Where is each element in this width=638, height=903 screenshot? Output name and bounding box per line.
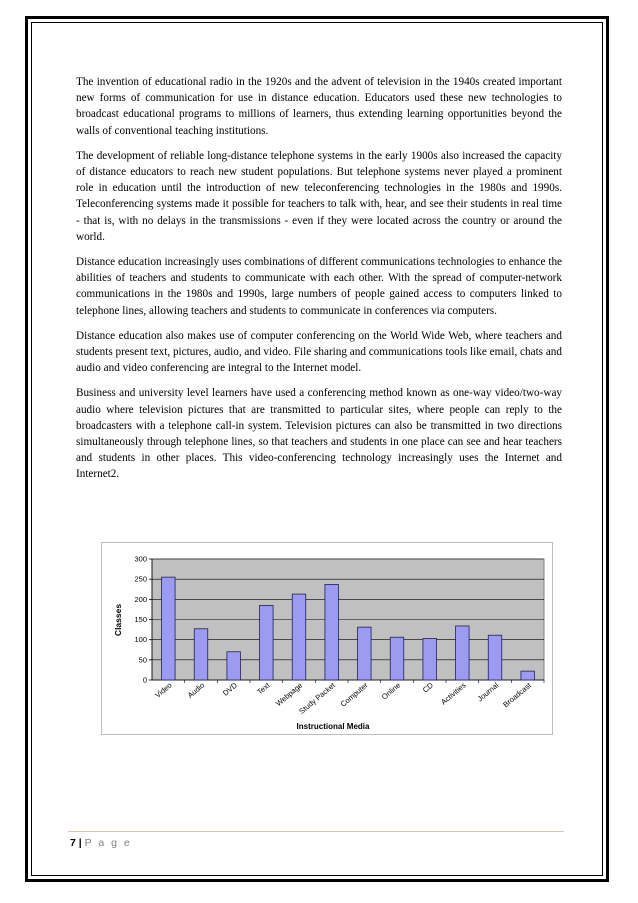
footer-separator: |	[78, 837, 82, 849]
footer-divider	[68, 831, 564, 832]
paragraph: The invention of educational radio in the 1920s and the advent of television in the 1940s created important new forms of communication for use in distance education. Educators used these new technologies to broadcast educational programs to millions of learners, thus extending learning opportunities beyond the walls of conventional teaching institutions.	[76, 76, 562, 137]
y-tick-label: 0	[142, 675, 147, 685]
y-tick-label: 100	[134, 635, 147, 645]
bar	[227, 652, 241, 680]
x-tick-label: Computer	[338, 680, 370, 709]
page-label: P a g e	[84, 837, 132, 849]
x-tick-label: Audio	[185, 680, 207, 700]
body-text	[76, 74, 562, 492]
bar	[292, 594, 306, 680]
x-tick-label: CD	[420, 680, 435, 695]
x-tick-label: Video	[153, 680, 174, 700]
y-tick-label: 300	[134, 554, 147, 564]
bar	[488, 635, 502, 680]
y-tick-label: 150	[134, 615, 147, 624]
bar	[325, 584, 339, 680]
x-tick-label: Broadcast	[501, 680, 533, 710]
x-tick-label: Journal	[475, 680, 501, 704]
bar	[456, 626, 470, 680]
bar	[358, 627, 372, 680]
page-footer	[70, 837, 132, 849]
y-tick-label: 200	[134, 594, 147, 604]
paragraph: Distance education increasingly uses combinations of different communications technologies to enhance the abilities of teachers and students to communicate with each other. With the spread of computer-network communications in the 1980s and 1990s, large numbers of people gained access to computers linked to telephone lines, allowing teachers and students to communicate in conferences via computers.	[76, 256, 562, 317]
bar	[194, 629, 208, 680]
bar	[162, 577, 176, 680]
paragraph: Business and university level learners have used a conferencing method known as one-way video/two-way audio where television pictures that are transmitted to particular sites, where people can reply to the broadcasters with a telephone call-in system. Television pictures can also be transmitted in two directions simultaneously through telephone lines, so that teachers and students in one place can see and hear teachers and students in other places. This video-conferencing technology increasingly uses the Internet and Internet2.	[76, 387, 562, 481]
bar	[390, 637, 404, 680]
y-axis-label: Classes	[113, 603, 123, 637]
x-tick-label: DVD	[221, 680, 239, 698]
chart-container	[101, 542, 553, 735]
page-number: 7	[70, 837, 76, 849]
bar-chart	[102, 543, 552, 734]
paragraph: Distance education also makes use of computer conferencing on the World Wide Web, where teachers and students present text, pictures, audio, and video. File sharing and communications tools like email, chats and audio and video conferencing are integral to the Internet model.	[76, 329, 562, 375]
y-tick-label: 250	[134, 574, 147, 584]
x-tick-label: Activities	[439, 680, 468, 707]
x-tick-label: Text	[255, 680, 272, 697]
x-tick-label: Webpage	[273, 680, 305, 709]
bar	[521, 671, 535, 680]
x-tick-label: Online	[379, 680, 403, 702]
x-axis-label: Instructional Media	[296, 722, 370, 731]
x-tick-label: Study Packet	[297, 680, 337, 716]
bar	[260, 605, 274, 680]
bar	[423, 638, 437, 680]
y-tick-label: 50	[138, 655, 147, 665]
paragraph: The development of reliable long-distance telephone systems in the early 1900s also increased the capacity of distance educators to reach new student populations. But telephone systems never played a prominent role in education until the introduction of new teleconferencing technologies in the 1980s and 1990s. Teleconferencing systems made it possible for teachers to talk with, hear, and see their students in real time - that is, with no delays in the transmissions - even if they were located across the country or around the world.	[76, 149, 562, 243]
